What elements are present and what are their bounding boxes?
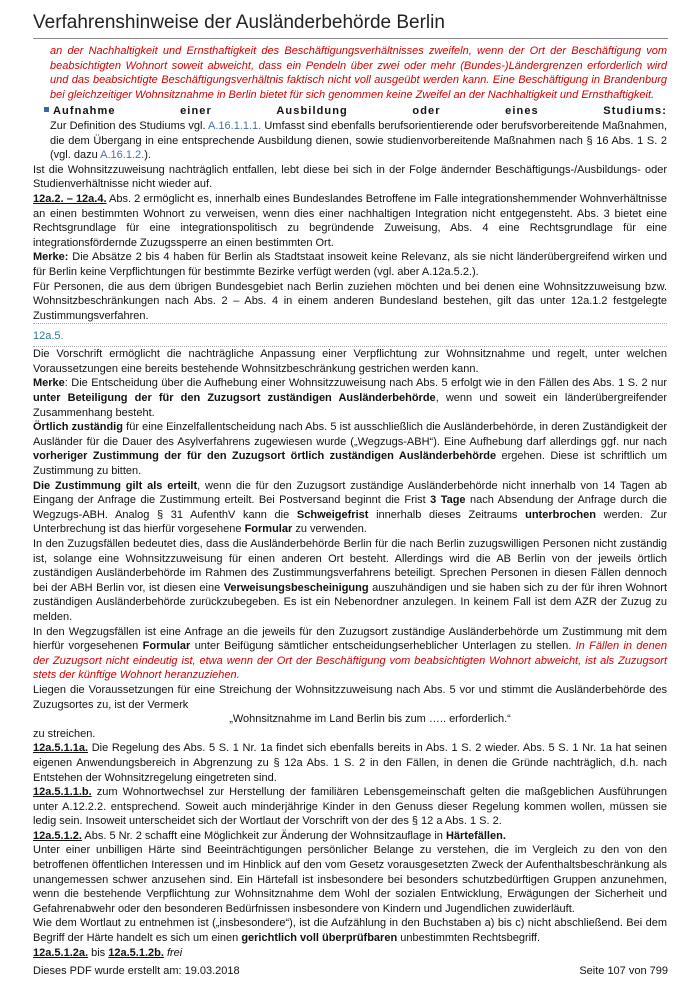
- merke-label: Merke:: [33, 251, 69, 264]
- frei-text: frei: [163, 946, 183, 959]
- paragraph-text: Die Absätze 2 bis 4 haben für Berlin als Stadtstaat insoweit keine Relevanz, als sie nicht länderübergreifend wirken und für Berlin keine Verpflichtungen für bestimmte Bezirke verfügt werden (vgl. aber A.12a.5.2.).: [33, 251, 667, 278]
- bold-text: Örtlich zuständig: [33, 421, 123, 434]
- paragraph-12a511a: [33, 741, 667, 785]
- heading-word: Ausbildung: [276, 105, 348, 118]
- paragraph-text: innerhalb dieses Zeitraums: [368, 508, 526, 521]
- paragraph-wortlaut: [33, 916, 667, 945]
- section-ref: 12a.5.1.1.b.: [33, 786, 92, 799]
- heading-word: Aufnahme: [53, 105, 116, 118]
- bullet-text: Umfasst sind ebenfalls berufsorientierende oder berufsvorbereitende Maßnahmen, die dem Übergang in eine entsprechende Ausbildung dienen, sowie studienvorbereitende Maßnahmen nach § 16 Abs. 1 S. 2 (vgl. dazu: [50, 119, 667, 162]
- bold-text: gerichtlich voll überprüfbaren: [241, 932, 398, 945]
- page-title: Verfahrenshinweise der Ausländerbehörde Berlin: [33, 12, 445, 33]
- paragraph-oertlich: [33, 420, 667, 478]
- heading-word: einer: [180, 105, 212, 118]
- paragraph-text: auszuhändigen und sie haben sich zu der für ihren Wohnort zuständigen Ausländerbehörde zurückzubegeben. Es ist ein Nebenordner anzulegen. In keinem Fall ist dem AZR der Zuzug zu melden.: [33, 581, 667, 623]
- heading-word: oder: [412, 105, 441, 118]
- paragraph-text: Abs. 5 Nr. 2 schafft eine Möglichkeit zur Änderung der Wohnsitzauflage in: [81, 829, 446, 842]
- bullet-text: ).: [144, 149, 151, 162]
- paragraph-liegen: Liegen die Voraussetzungen für eine Streichung der Wohnsitzzuweisung nach Abs. 5 vor und stimmt die Ausländerbehörde des Zuzugsortes zu, ist der Vermerk: [33, 683, 667, 711]
- paragraph-text: Die Regelung des Abs. 5 S. 1 Nr. 1a findet sich ebenfalls bereits in Abs. 1 S. 2 wieder. Abs. 5 S. 1 Nr. 1a hat seinen eigenen Anwendungsbereich in Abgrenzung zu § 12a Abs. 1 S. 2 in den Fällen, in denen die Gründe nachträglich, d.h. nach Entstehen der Wohnsitzregelung eingetreten sind.: [33, 742, 667, 784]
- bold-text: unter Beteiligung der für den Zuzugsort zuständigen Ausländerbehörde: [33, 392, 436, 405]
- bold-text: Die Zustimmung gilt als erteilt: [33, 479, 198, 492]
- link-a16111[interactable]: A.16.1.1.1.: [208, 119, 262, 132]
- paragraph-merke-2: [33, 376, 667, 420]
- bold-text: Verweisungsbescheinigung: [223, 581, 369, 594]
- paragraph-text: In den Wegzugsfällen ist eine Anfrage an die jeweils für den Zuzugsort zuständige Ausländerbehörde um Zustimmung mit dem hierfür vorgesehenen: [33, 625, 667, 653]
- paragraph-text: werden. Zur Unterbrechung ist das hierfür vorgesehene: [33, 508, 667, 536]
- paragraph-text: ergehen. Diese ist schriftlich um Zustimmung zu bitten.: [33, 450, 668, 478]
- section-ref: 12a.5.1.2.: [33, 829, 82, 842]
- paragraph-wegzugsfaelle: [33, 625, 667, 683]
- paragraph-text: nach Absendung der Anfrage durch die Wegzugs-ABH. Analog § 31 AufenthV kann die: [33, 494, 668, 521]
- paragraph-12a512: [33, 829, 667, 844]
- bold-text: unterbrochen: [525, 508, 596, 521]
- bold-text: Schweigefrist: [296, 508, 369, 521]
- paragraph-text: unbestimmten Rechtsbegriff.: [397, 932, 541, 945]
- bold-text: Formular: [142, 640, 191, 653]
- page-footer: [33, 965, 668, 977]
- section-ref: 12a.5.1.1a.: [33, 742, 89, 755]
- vermerk-quote: „Wohnsitznahme im Land Berlin bis zum ….. erforderlich.“: [229, 713, 511, 726]
- section-ref: 12a.5.1.2a.: [33, 946, 89, 959]
- section-ref: 12a.5.1.2b.: [108, 946, 164, 959]
- footer-created-date: Dieses PDF wurde erstellt am: 19.03.2018: [33, 965, 240, 977]
- paragraph-text: bis: [88, 946, 109, 959]
- paragraph-personen: Für Personen, die aus dem übrigen Bundesgebiet nach Berlin zuziehen möchten und bei denen eine Wohnsitzzuweisung bzw. Wohnsitzbeschränkungen nach Abs. 2 – Abs. 4 in einem anderen Bundesland bestehen, gilt das unter 12a.1.2 festgelegte Zustimmungsverfahren.: [33, 280, 667, 325]
- bullet-square-icon: [44, 107, 49, 112]
- paragraph-12a511b: [33, 785, 667, 829]
- bold-text: vorheriger Zustimmung der für den Zuzugsort örtlich zuständigen Ausländerbehörde: [33, 450, 497, 463]
- paragraph-zuzugsfaelle: [33, 537, 667, 625]
- paragraph-text: : Die Entscheidung über die Aufhebung einer Wohnsitzzuweisung nach Abs. 5 erfolgt wie in den Fällen des Abs. 1 S. 2 nur: [64, 377, 667, 390]
- paragraph-merke-1: [33, 250, 667, 279]
- bullet-heading-text: [53, 104, 667, 119]
- bold-text: Härtefällen.: [445, 829, 506, 842]
- paragraph-text: unter Beifügung sämtlicher entscheidungserheblicher Unterlagen zu stellen.: [190, 640, 576, 653]
- paragraph-text: zu verwenden.: [292, 523, 367, 536]
- bullet-body: [50, 119, 667, 163]
- paragraph-streichen: zu streichen.: [33, 727, 96, 740]
- paragraph-text: , wenn die für den Zuzugsort zuständige Ausländerbehörde nicht innerhalb von 14 Tagen ab Eingang der Anfrage die Zustimmung erteilt. Bei Postversand beginnt die Frist: [33, 479, 667, 507]
- section-ref: 12a.2. – 12a.4.: [33, 192, 107, 205]
- paragraph-12a2: [33, 192, 667, 250]
- paragraph-text: Wie dem Wortlaut zu entnehmen ist („insbesondere“), ist die Aufzählung in den Buchstaben a) bis c) nicht abschließend. Bei dem Begriff der Härte handelt es sich um einen: [33, 917, 667, 945]
- paragraph-haerte: Unter einer unbilligen Härte sind Beeinträchtigungen persönlicher Belange zu verstehen, die im Vergleich zu den von den betroffenen öffentlichen Interessen und im Hinblick auf den vom Gesetz vorausgesetzten Zweck der Aufenthaltsbeschränkung als unangemessen schwer anzusehen sind. Ein Härtefall ist insbesondere bei besonders schutzbedürftigen Gruppen anzunehmen, wenn die bestehende Verpflichtung zur Wohnsitznahme dem Wohl der sozialen Entwicklung, Erwägungen der Sicherheit und Gefahrenabwehr oder den besonderen Bedürfnissen insbesondere von Kindern und Jugendlichen zuwiderläuft.: [33, 844, 667, 915]
- heading-word: Studiums:: [603, 105, 667, 118]
- intro-red-paragraph: an der Nachhaltigkeit und Ernsthaftigkeit des Beschäftigungsverhältnisses zweifeln, wenn der Ort der Beschäftigung vom beabsichtigten Wohnort soweit abweicht, dass ein Pendeln über zwei oder mehr (Bundes-)Ländergrenzen erforderlich wird und das beabsichtigte Beschäftigungsverhältnis faktisch nicht voll ausgeübt werden kann. Eine Beschäftigung in Brandenburg bei gleichzeitiger Wohnsitznahme in Berlin bietet für sich genommen keine Zweifel an der Nachhaltigkeit und Ernsthaftigkeit.: [50, 45, 667, 101]
- red-note: In Fällen in denen der Zuzugsort nicht eindeutig ist, etwa wenn der Ort der Beschäftigung vom beabsichtigten Wohnort abweicht, ist als Zuzugsort stets der künftige Wohnort heranzuziehen.: [33, 640, 668, 682]
- paragraph-entfallen: Ist die Wohnsitzzuweisung nachträglich entfallen, lebt diese bei sich in der Folge ändernder Beschäftigungs-/Ausbildungs- oder Studienverhältnisse nicht wieder auf.: [33, 163, 667, 191]
- paragraph-zustimmung: [33, 479, 667, 537]
- paragraph-text: In den Zuzugsfällen bedeutet dies, dass die Ausländerbehörde Berlin für die nach Berlin zuzugswilligen Personen nicht zuständig ist, solange eine Wohnsitzzuweisung für einen anderen Ort besteht. Allerdings wird die AB Berlin von der jeweils örtlich zuständigen Ausländerbehörde im Rahmen des Zustimmungsverfahrens beteiligt. Sprechen Personen in diesen Fällen dennoch bei der ABH Berlin vor, ist diesen eine: [33, 538, 667, 594]
- paragraph-text: , wenn und soweit ein länderübergreifender Zusammenhang besteht.: [33, 392, 667, 419]
- document-body: [33, 44, 667, 960]
- bullet-text: Zur Definition des Studiums vgl.: [50, 119, 209, 132]
- bold-text: Formular: [244, 523, 293, 536]
- footer-page-number: Seite 107 von 799: [579, 965, 668, 977]
- section-label-12a5: 12a.5.: [33, 326, 667, 347]
- paragraph-last: [33, 946, 667, 961]
- page-header: [33, 10, 668, 39]
- paragraph-text: für eine Einzelfallentscheidung nach Abs. 5 ist ausschließlich die Ausländerbehörde, in deren Zuständigkeit der Ausländer für die Dauer des Asylverfahrens zugewiesen wurde („Wegzugs-ABH“). Eine Aufhebung darf allerdings ggf. nur nach: [33, 421, 668, 448]
- merke-label: Merke: [33, 377, 65, 390]
- paragraph-vorschrift: Die Vorschrift ermöglicht die nachträgliche Anpassung einer Verpflichtung zur Wohnsitznahme und regelt, unter welchen Voraussetzungen eine bereits bestehende Wohnsitzbeschränkung gestrichen werden kann.: [33, 348, 667, 375]
- paragraph-text: zum Wohnortwechsel zur Herstellung der familiären Lebensgemeinschaft gelten die maßgeblichen Ausführungen unter A.12.2.2. entsprechend. Soweit auch minderjährige Kinder in den Genuss dieser Regelung kommen wollen, müssen sie ledig sein. Insoweit unterscheidet sich der Wortlaut der Vorschrift von der des § 12 a Abs. 1 S. 2.: [33, 786, 667, 828]
- heading-word: eines: [505, 105, 539, 118]
- link-a1612[interactable]: A.16.1.2.: [100, 149, 145, 162]
- bold-text: 3 Tage: [430, 494, 466, 507]
- bullet-heading: [44, 104, 667, 119]
- paragraph-text: Abs. 2 ermöglicht es, innerhalb eines Bundeslandes Betroffene im Falle integrationshemmender Wohnverhältnisse an einen bestimmten Wohnort zu verweisen, wenn dies einer nachhaltigen Integration nicht entgegensteht. Abs. 3 bietet eine Rechtsgrundlage für eine integrationspolitisch zu begründende Zuweisung, Abs. 4 eine Rechtsgrundlage für eine integrationsfördernde Zuzugssperre an einen bestimmten Ort.: [33, 192, 667, 249]
